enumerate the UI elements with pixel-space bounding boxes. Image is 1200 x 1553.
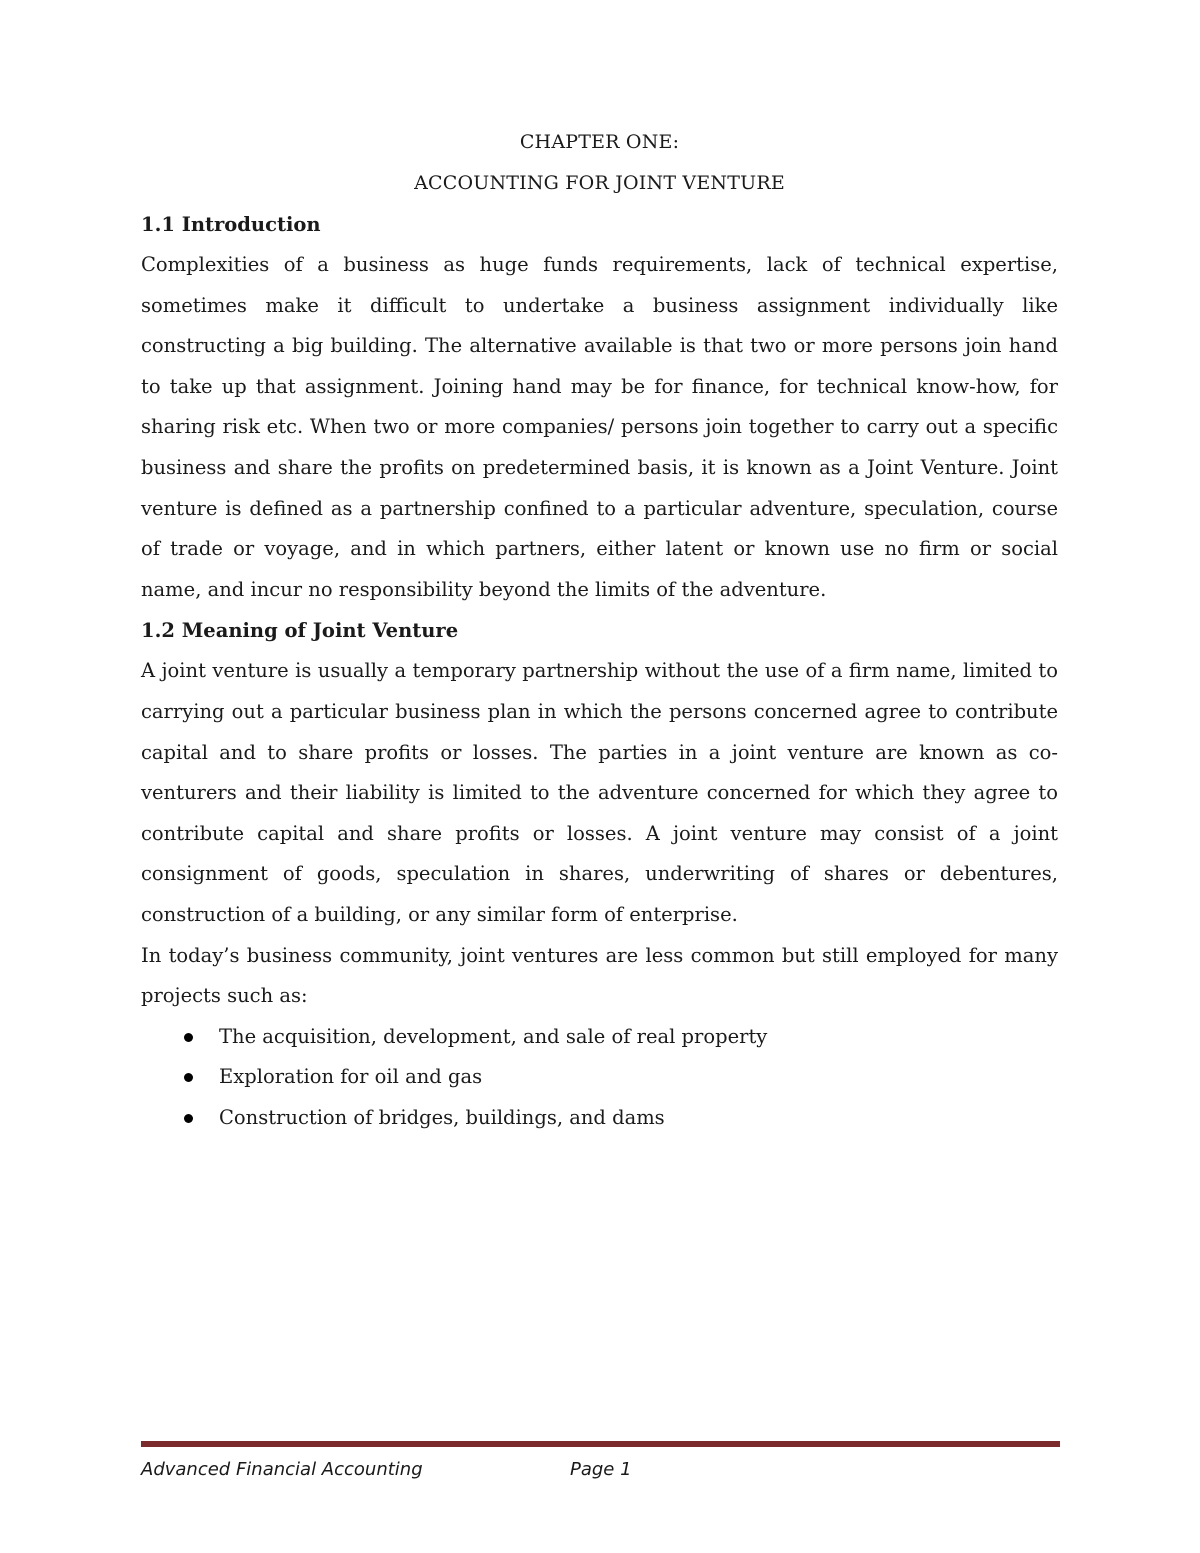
footer-page-number: Page 1 xyxy=(570,1459,632,1480)
introduction-paragraph: Complexities of a business as huge funds requirements, lack of technical expertise, sometimes make it difficult to undertake a business assignment individually like constructing a big building. The alternative available is that two or more persons join hand to take up that assignment. Joining hand may be for finance, for technical know-how, for sharing risk etc. When two or more companies/ persons join together to carry out a specific business and share the profits on predetermined basis, it is known as a Joint Venture. Joint venture is defined as a partnership confined to a particular adventure, speculation, course of trade or voyage, and in which partners, either latent or known use no firm or social name, and incur no responsibility beyond the limits of the adventure. xyxy=(141,253,1058,601)
bullet-icon xyxy=(184,1033,193,1042)
footer-course-title: Advanced Financial Accounting xyxy=(141,1459,423,1480)
section-heading-introduction: 1.1 Introduction xyxy=(141,213,321,236)
chapter-subtitle: ACCOUNTING FOR JOINT VENTURE xyxy=(414,172,785,194)
page-footer xyxy=(141,1456,1060,1484)
projects-bullet-list xyxy=(141,1017,1058,1139)
list-item xyxy=(141,1017,1058,1058)
meaning-paragraph: A joint venture is usually a temporary partnership without the use of a firm name, limited to carrying out a particular business plan in which the persons concerned agree to contribute capital and to share profits or losses. The parties in a joint venture are known as co-venturers and their liability is limited to the adventure concerned for which they agree to contribute capital and share profits or losses. A joint venture may consist of a joint consignment of goods, speculation in shares, underwriting of shares or debentures, construction of a building, or any similar form of enterprise. xyxy=(141,659,1058,926)
list-item xyxy=(141,1057,1058,1098)
footer-divider xyxy=(141,1441,1060,1447)
projects-intro-paragraph: In today’s business community, joint ventures are less common but still employed for many projects such as: xyxy=(141,943,1058,1008)
bullet-icon xyxy=(184,1114,193,1123)
document-page xyxy=(141,122,1058,1138)
chapter-title: CHAPTER ONE: xyxy=(519,131,680,153)
bullet-icon xyxy=(184,1073,193,1082)
list-item xyxy=(141,1098,1058,1139)
section-heading-meaning: 1.2 Meaning of Joint Venture xyxy=(141,619,459,643)
list-item-text: The acquisition, development, and sale of real property xyxy=(219,1024,768,1048)
list-item-text: Exploration for oil and gas xyxy=(219,1065,483,1089)
list-item-text: Construction of bridges, buildings, and dams xyxy=(219,1105,665,1129)
